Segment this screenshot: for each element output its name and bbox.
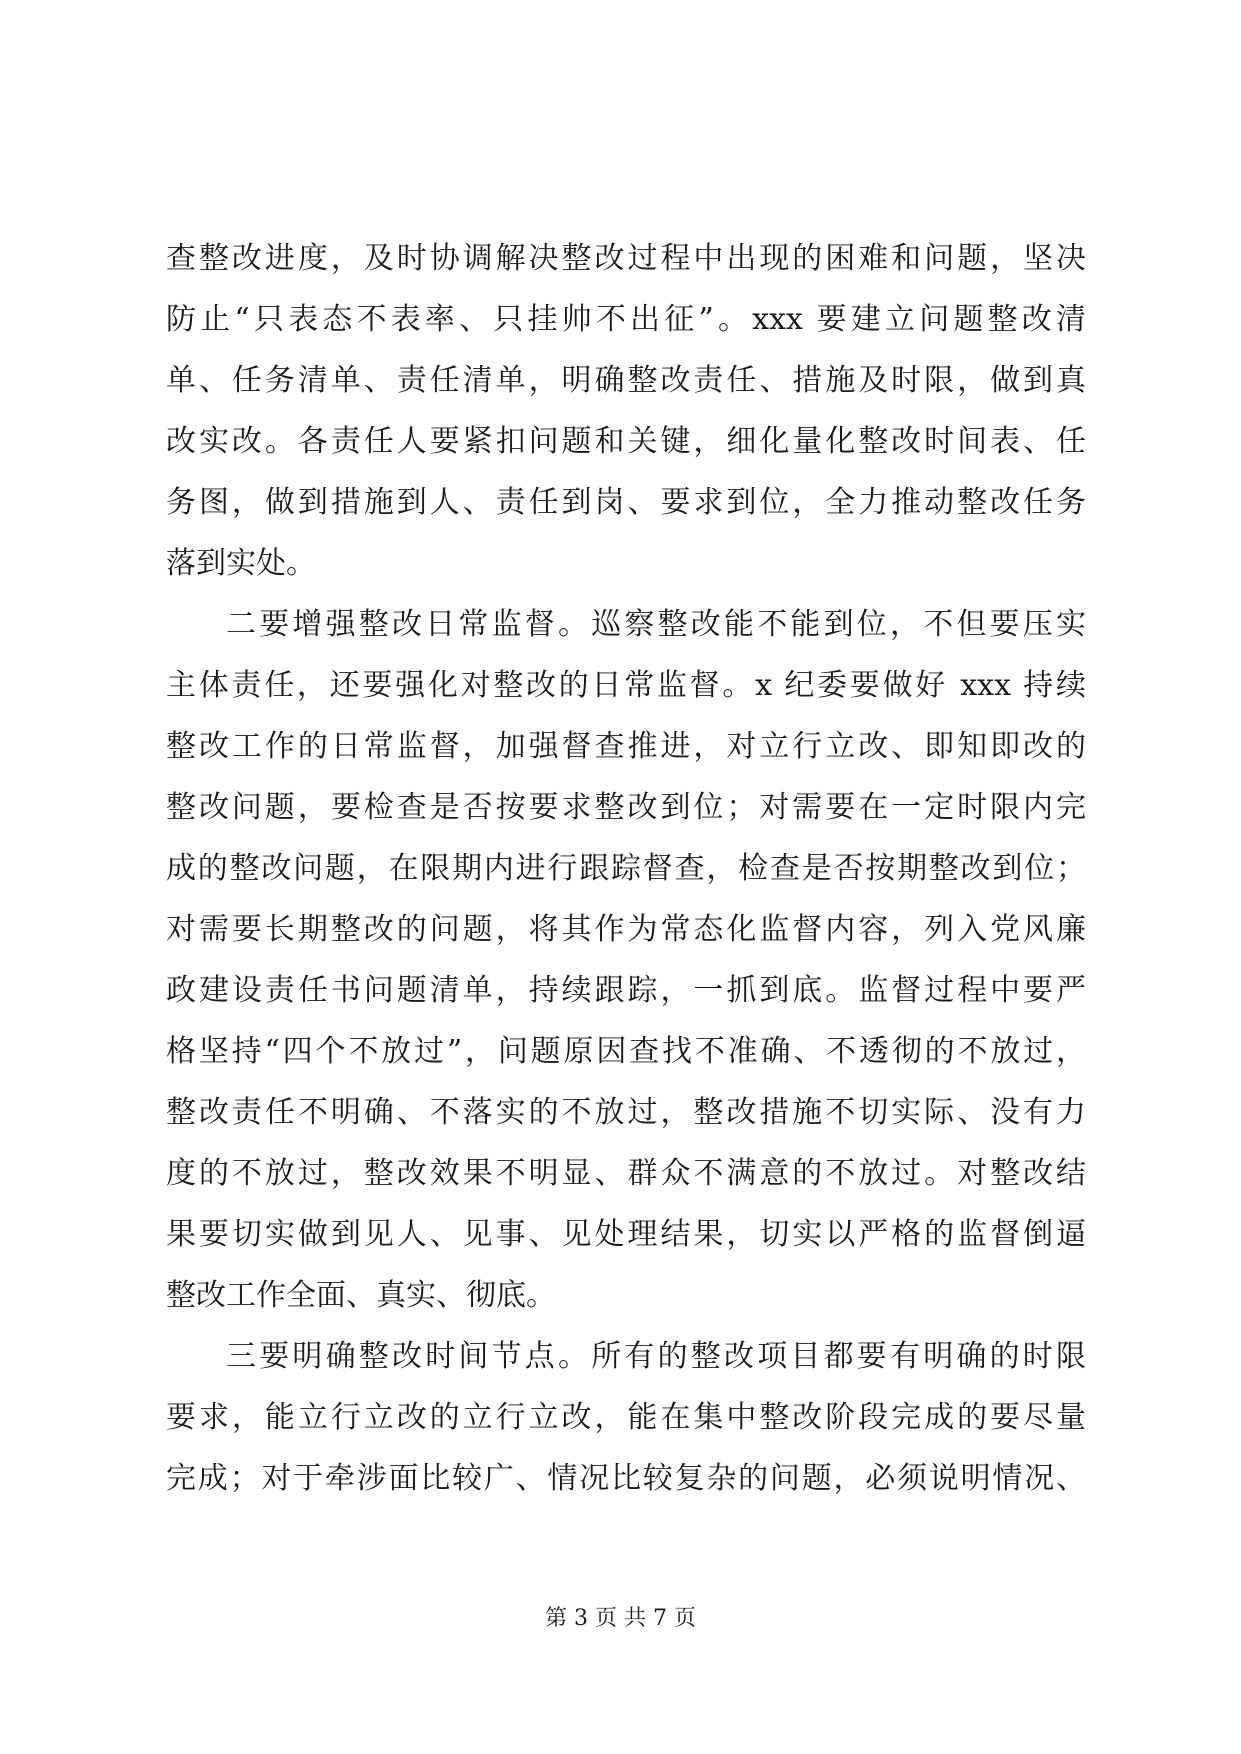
- text-line: 三要明确整改时间节点。所有的整改项目都要有明确的时限: [226, 1339, 1086, 1374]
- text-line: 查整改进度，及时协调解决整改过程中出现的困难和问题，坚决: [166, 241, 1086, 276]
- text-line: 整改问题，要检查是否按要求整改到位；对需要在一定时限内完: [166, 790, 1086, 825]
- text-line: 成的整改问题，在限期内进行跟踪督查，检查是否按期整改到位；: [166, 851, 1086, 886]
- text-line: 二要增强整改日常监督。巡察整改能不能到位，不但要压实: [226, 607, 1086, 642]
- paragraph-3: [166, 1326, 1086, 1509]
- text-line: 政建设责任书问题清单，持续跟踪，一抓到底。监督过程中要严: [166, 973, 1086, 1008]
- text-line: 主体责任，还要强化对整改的日常监督。x 纪委要做好 xxx 持续: [166, 668, 1086, 703]
- text-line: 度的不放过，整改效果不明显、群众不满意的不放过。对整改结: [166, 1156, 1086, 1191]
- text-line: 单、任务清单、责任清单，明确整改责任、措施及时限，做到真: [166, 363, 1086, 398]
- page-number-footer: 第 3 页 共 7 页: [545, 1606, 696, 1631]
- text-line: 落到实处。: [166, 546, 316, 581]
- text-line: 要求，能立行立改的立行立改，能在集中整改阶段完成的要尽量: [166, 1400, 1086, 1435]
- text-line: 改实改。各责任人要紧扣问题和关键，细化量化整改时间表、任: [166, 424, 1086, 459]
- text-line: 整改责任不明确、不落实的不放过，整改措施不切实际、没有力: [166, 1095, 1086, 1130]
- text-line: 整改工作全面、真实、彻底。: [166, 1278, 556, 1313]
- text-line: 格坚持“四个不放过”，问题原因查找不准确、不透彻的不放过，: [166, 1034, 1086, 1069]
- text-line: 防止“只表态不表率、只挂帅不出征”。xxx 要建立问题整改清: [166, 302, 1086, 337]
- paragraph-1: [166, 228, 1086, 594]
- text-line: 完成；对于牵涉面比较广、情况比较复杂的问题，必须说明情况、: [166, 1461, 1086, 1496]
- text-line: 整改工作的日常监督，加强督查推进，对立行立改、即知即改的: [166, 729, 1086, 764]
- text-line: 对需要长期整改的问题，将其作为常态化监督内容，列入党风廉: [166, 912, 1086, 947]
- text-line: 务图，做到措施到人、责任到岗、要求到位，全力推动整改任务: [166, 485, 1086, 520]
- text-line: 果要切实做到见人、见事、见处理结果，切实以严格的监督倒逼: [166, 1217, 1086, 1252]
- body-text: [166, 228, 1086, 1509]
- paragraph-2: [166, 594, 1086, 1326]
